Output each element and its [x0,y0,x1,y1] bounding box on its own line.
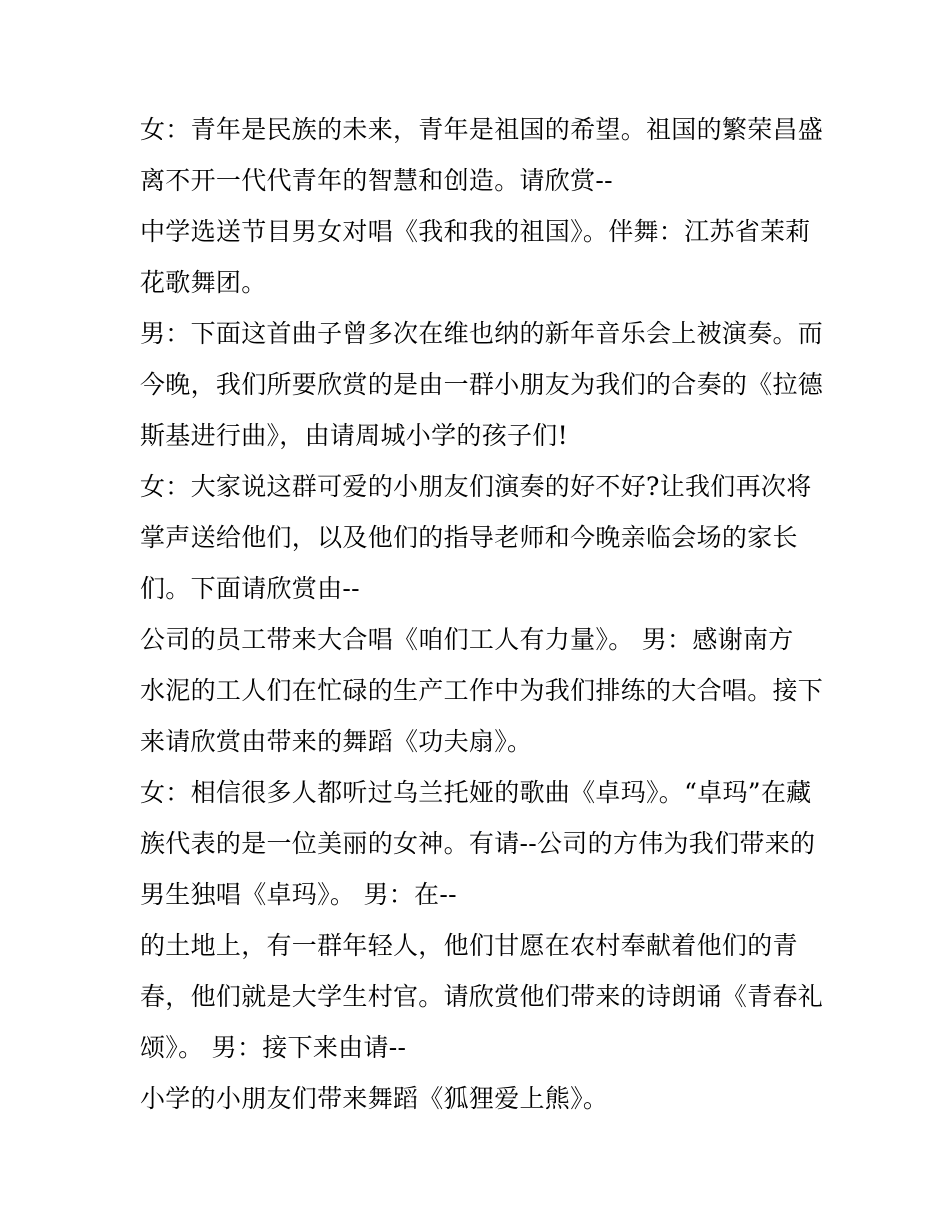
text-line: 离不开一代代青年的智慧和创造。请欣赏-- [140,166,613,195]
text-line: 斯基进行曲》，由请周城小学的孩子们! [140,421,568,450]
text-line: 女：青年是民族的未来，青年是祖国的希望。祖国的繁荣昌盛 [140,115,824,144]
text-line: 春，他们就是大学生村官。请欣赏他们带来的诗朗诵《青春礼 [140,982,824,1011]
text-line: 男生独唱《卓玛》。 男：在-- [140,880,457,909]
text-line: 族代表的是一位美丽的女神。有请--公司的方伟为我们带来的 [140,829,816,858]
script-text-body [140,104,824,1124]
text-line: 男：下面这首曲子曾多次在维也纳的新年音乐会上被演奏。而 [140,319,824,348]
text-line: 女：相信很多人都听过乌兰托娅的歌曲《卓玛》。“卓玛”在藏 [140,778,812,807]
text-line: 公司的员工带来大合唱《咱们工人有力量》。 男：感谢南方 [140,625,794,654]
text-line: 女：大家说这群可爱的小朋友们演奏的好不好?让我们再次将 [140,472,812,501]
text-line: 今晚，我们所要欣赏的是由一群小朋友为我们的合奏的《拉德 [140,370,824,399]
text-line: 们。下面请欣赏由-- [140,574,360,603]
text-line: 小学的小朋友们带来舞蹈《狐狸爱上熊》。 [140,1084,609,1113]
text-line: 水泥的工人们在忙碌的生产工作中为我们排练的大合唱。接下 [140,676,824,705]
text-line: 中学选送节目男女对唱《我和我的祖国》。伴舞：江苏省茉莉 [140,217,811,246]
text-line: 掌声送给他们，以及他们的指导老师和今晚亲临会场的家长 [140,523,798,552]
text-line: 来请欣赏由带来的舞蹈《功夫扇》。 [140,727,533,756]
text-line: 花歌舞团。 [140,268,267,297]
text-line: 颂》。 男：接下来由请-- [140,1033,407,1062]
text-line: 的土地上，有一群年轻人，他们甘愿在农村奉献着他们的青 [140,931,798,960]
